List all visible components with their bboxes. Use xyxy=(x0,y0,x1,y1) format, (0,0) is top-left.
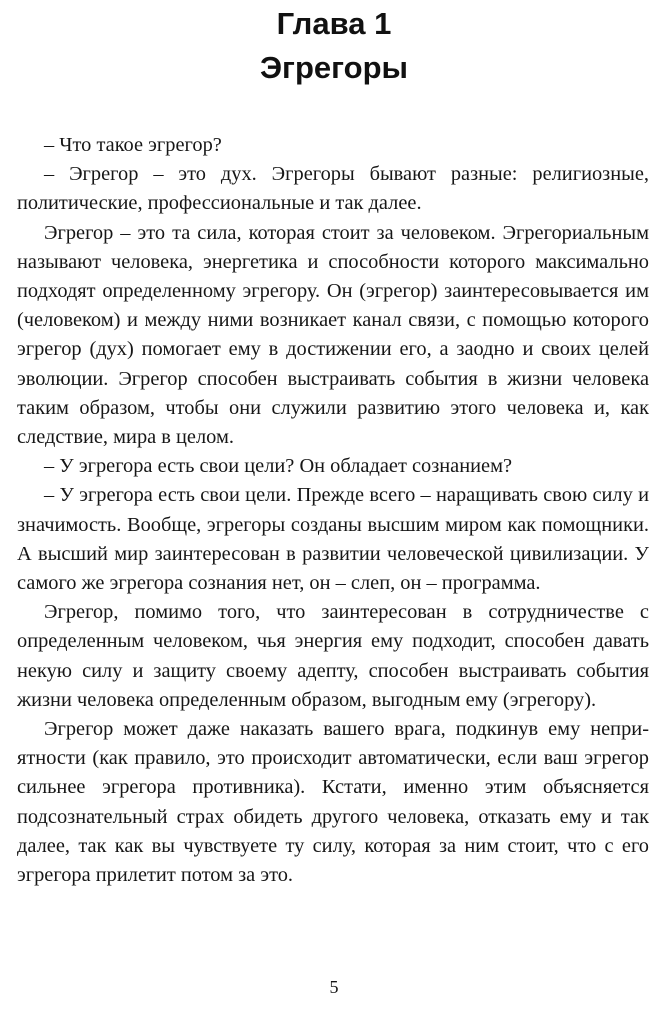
paragraph-4: – У эгрегора есть свои цели? Он обладает сознанием? xyxy=(44,455,513,478)
paragraph-2: – Эгрегор – это дух. Эгрегоры бывают разные: религиозные, политические, профессиональные и так далее. xyxy=(17,163,649,215)
paragraph-5: – У эгрегора есть свои цели. Прежде всего – наращивать свою силу и значимость. Вообще, эгрегоры созданы высшим миром как помощники. А высший мир заинтересован в развитии человеческой цивилизации. У самого же эгрегора сознания нет, он – слеп, он – программа. xyxy=(17,484,649,595)
paragraph-1: – Что такое эгрегор? xyxy=(44,134,222,156)
paragraph-6: Эгрегор, помимо того, что заинтересован в сотрудничестве с определенным человеком, чья энергия ему подходит, способен давать некую силу и защиту своему адепту, способен выстраивать события жизни человека определенным образом, выгодным ему (эгрегору). xyxy=(17,601,649,711)
page-number: 5 xyxy=(329,977,339,997)
body-text xyxy=(17,131,649,890)
paragraph-3: Эгрегор – это та сила, которая стоит за человеком. Эгрегориальным называют человека, энергетика и способности которого максимально подходят определенному эгрегору. Он (эгрегор) заинтересовывается им (человеком) и между ними возникает канал связи, с помощью которого эгрегор (дух) помогает ему в достижении его, а заодно и своих целей эволюции. Эгрегор способен выстраивать события в жизни человека таким образом, чтобы они служили развитию этого человека и, как следствие, мира в целом. xyxy=(17,221,649,449)
chapter-heading xyxy=(0,2,668,90)
chapter-number: Глава 1 xyxy=(276,6,392,41)
chapter-title: Эгрегоры xyxy=(260,50,408,85)
paragraph-7: Эгрегор может даже наказать вашего врага, подкинув ему неприятности (как правило, это происходит автоматически, если ваш эгрегор сильнее эгрегора противника). Кстати, именно этим объясняется подсознательный страх обидеть другого человека, отказать ему и так далее, так как вы чувствуете ту силу, которая за ним стоит, что с его эгрегора прилетит потом за это. xyxy=(17,718,649,887)
